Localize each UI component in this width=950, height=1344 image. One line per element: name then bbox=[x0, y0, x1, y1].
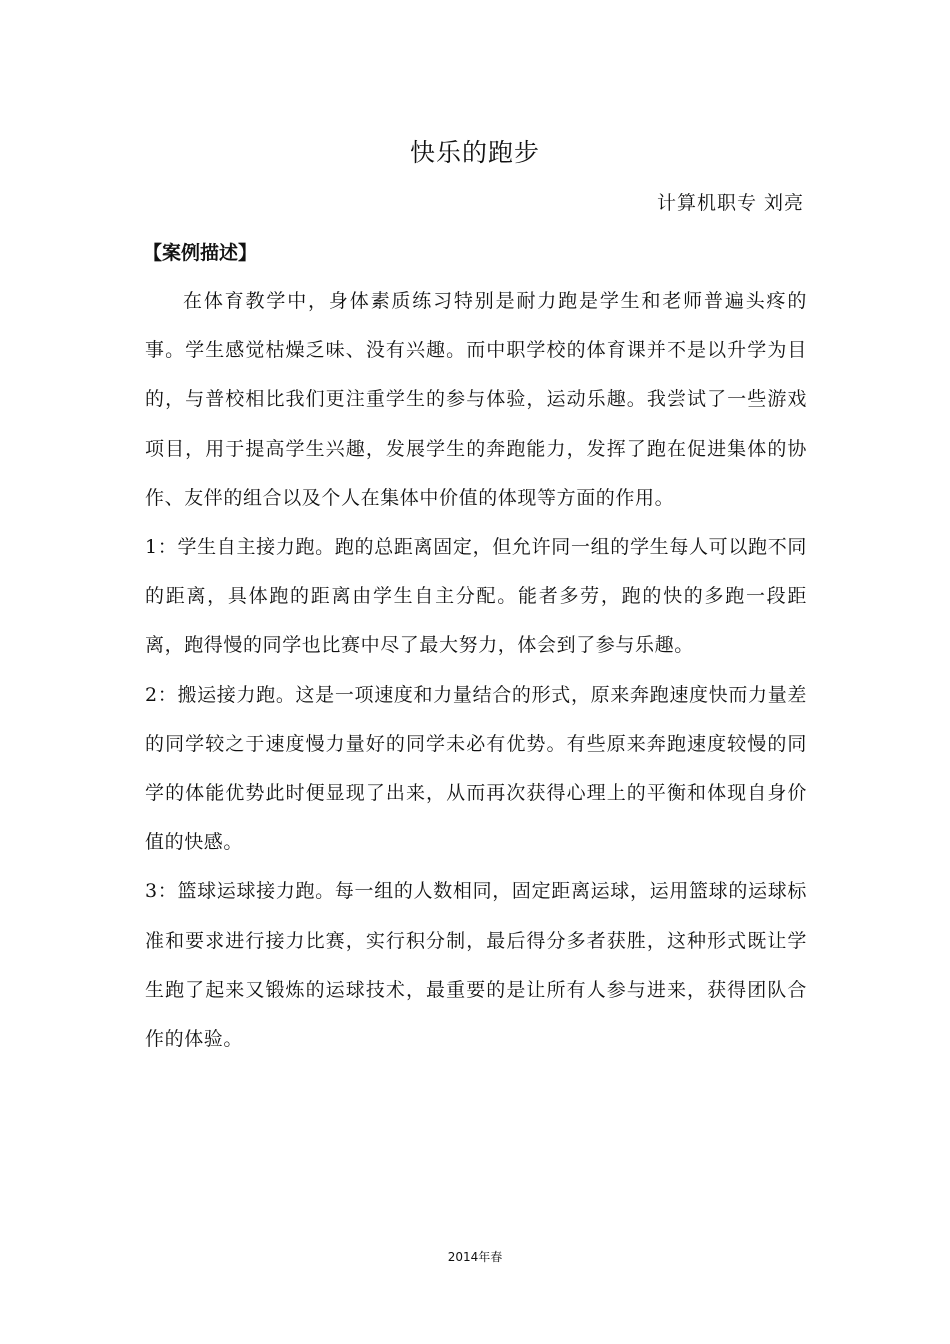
paragraph-item-3: 3：篮球运球接力跑。每一组的人数相同，固定距离运球，运用篮球的运球标准和要求进行接力比赛，实行积分制，最后得分多者获胜，这种形式既让学生跑了起来又锻炼的运球技术，最重要的是让所有人参与进来，获得团队合作的体验。 bbox=[145, 880, 807, 1051]
body-text bbox=[145, 277, 807, 1064]
page-footer: 2014年春 bbox=[447, 1250, 503, 1264]
paragraph-item-1: 1：学生自主接力跑。跑的总距离固定，但允许同一组的学生每人可以跑不同的距离，具体跑的距离由学生自主分配。能者多劳，跑的快的多跑一段距离，跑得慢的同学也比赛中尽了最大努力，体会到了参与乐趣。 bbox=[145, 536, 807, 657]
paragraph-intro: 在体育教学中，身体素质练习特别是耐力跑是学生和老师普遍头疼的事。学生感觉枯燥乏味、没有兴趣。而中职学校的体育课并不是以升学为目的，与普校相比我们更注重学生的参与体验，运动乐趣。我尝试了一些游戏项目，用于提高学生兴趣，发展学生的奔跑能力，发挥了跑在促进集体的协作、友伴的组合以及个人在集体中价值的体现等方面的作用。 bbox=[145, 290, 807, 509]
paragraph-item-2: 2：搬运接力跑。这是一项速度和力量结合的形式，原来奔跑速度快而力量差的同学较之于速度慢力量好的同学未必有优势。有些原来奔跑速度较慢的同学的体能优势此时便显现了出来，从而再次获得心理上的平衡和体现自身价值的快感。 bbox=[145, 683, 807, 854]
document-title: 快乐的跑步 bbox=[409, 138, 540, 167]
author-line: 计算机职专 刘亮 bbox=[656, 192, 804, 214]
section-heading: 【案例描述】 bbox=[143, 242, 258, 264]
